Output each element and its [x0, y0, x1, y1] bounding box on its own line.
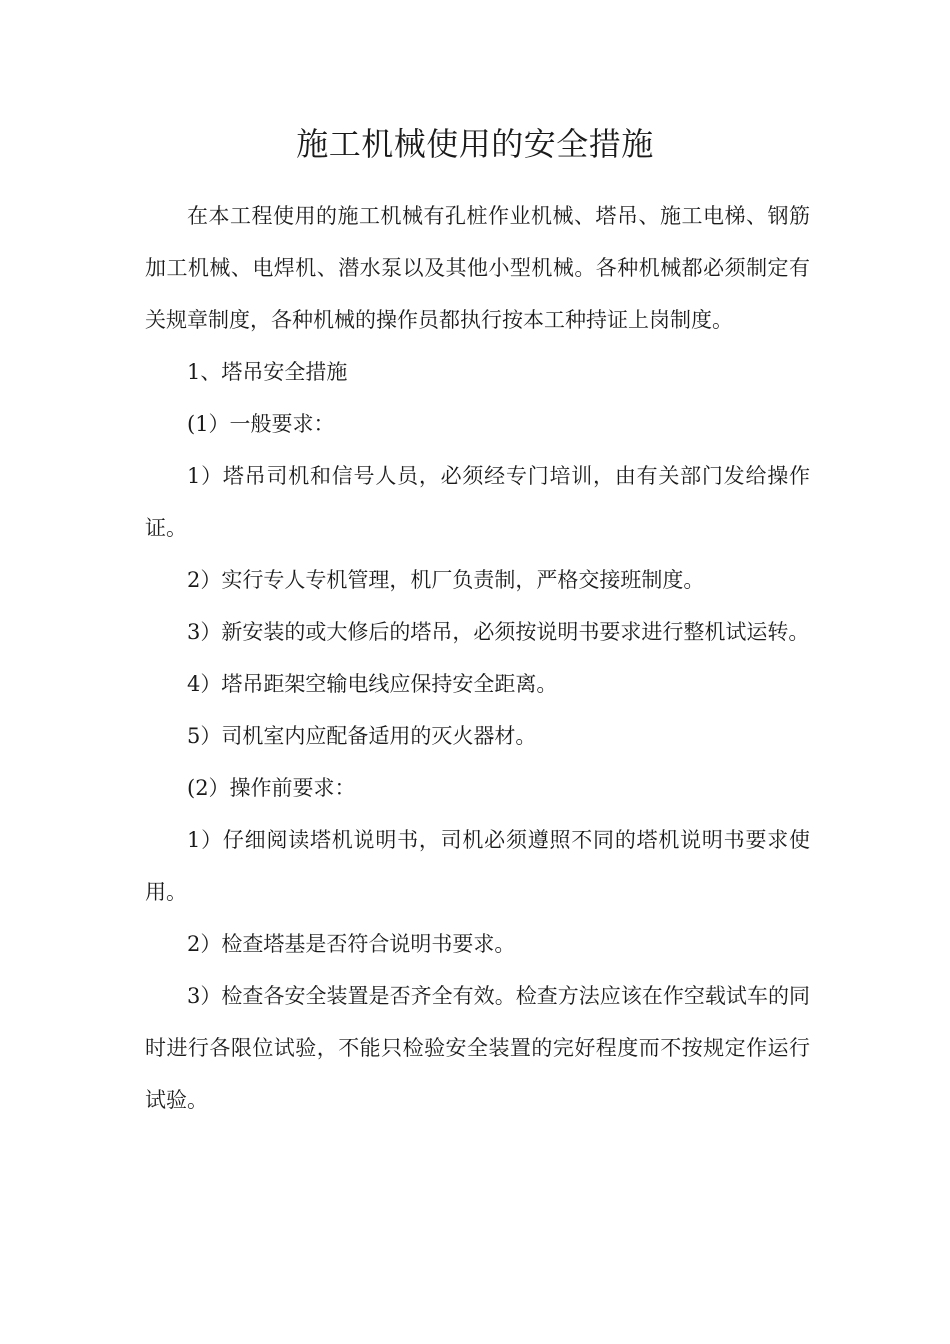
list-item: 1）仔细阅读塔机说明书，司机必须遵照不同的塔机说明书要求使用。	[145, 828, 810, 904]
list-item: 4）塔吊距架空输电线应保持安全距离。	[187, 672, 558, 696]
list-item: 1）塔吊司机和信号人员，必须经专门培训，由有关部门发给操作证。	[145, 464, 810, 540]
list-item: 3）检查各安全装置是否齐全有效。检查方法应该在作空载试车的同时进行各限位试验，不能只检验安全装置的完好程度而不按规定作运行试验。	[145, 984, 810, 1112]
intro-paragraph: 在本工程使用的施工机械有孔桩作业机械、塔吊、施工电梯、钢筋加工机械、电焊机、潜水泵以及其他小型机械。各种机械都必须制定有关规章制度，各种机械的操作员都执行按本工种持证上岗制度。	[145, 204, 810, 332]
subsection-general-requirements: (1）一般要求：	[187, 412, 335, 436]
section-heading-tower-crane: 1、塔吊安全措施	[187, 360, 348, 384]
document-body	[145, 190, 810, 1126]
list-item: 5）司机室内应配备适用的灭火器材。	[187, 724, 537, 748]
list-item: 3）新安装的或大修后的塔吊，必须按说明书要求进行整机试运转。	[187, 620, 810, 644]
list-item: 2）检查塔基是否符合说明书要求。	[187, 932, 516, 956]
list-item: 2）实行专人专机管理，机厂负责制，严格交接班制度。	[187, 568, 705, 592]
subsection-pre-operation-requirements: (2）操作前要求：	[187, 776, 356, 800]
document-title: 施工机械使用的安全措施	[296, 125, 654, 163]
